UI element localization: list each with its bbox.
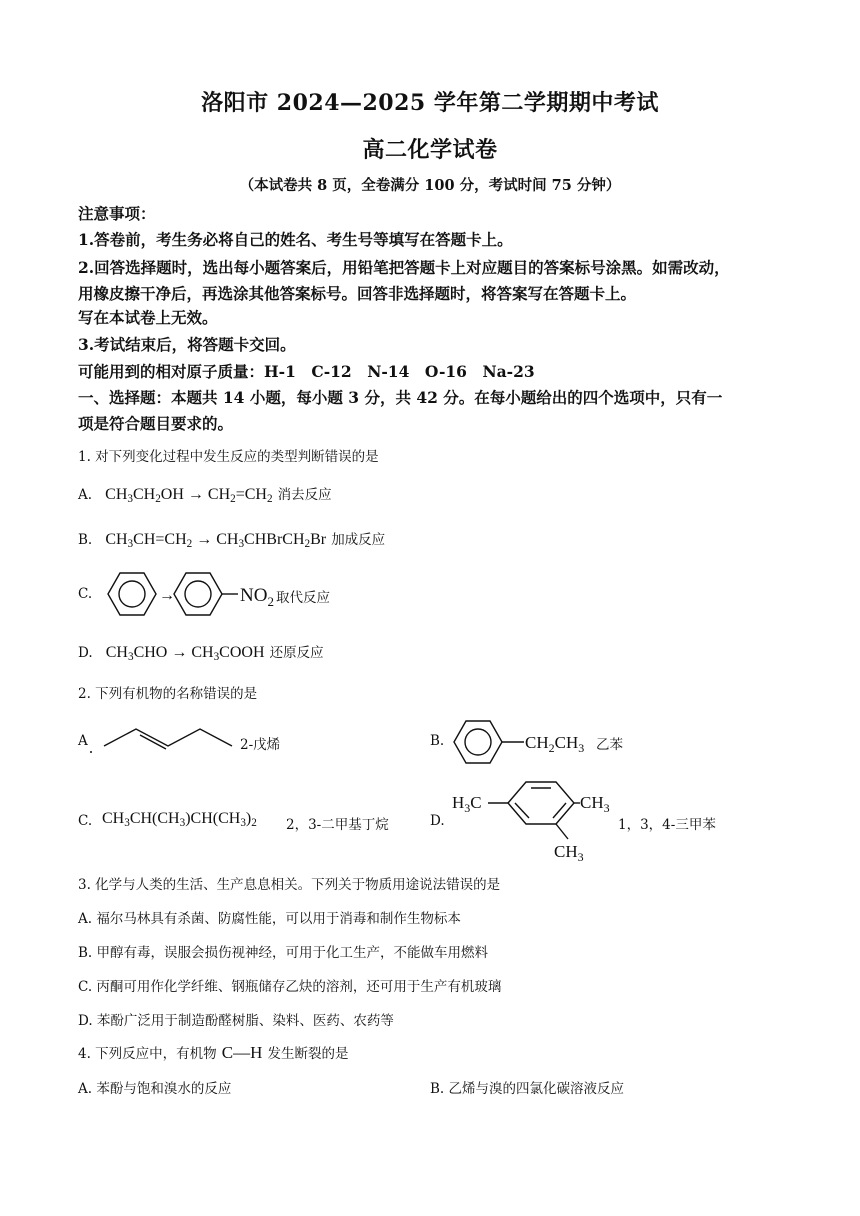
2-pentene-skeletal-structure [90,722,250,762]
q2-c-label: C. [78,813,93,829]
q1-a-type: 消去反应 [277,487,332,503]
notes-heading: 注意事项： [78,204,156,223]
svg-text:→: → [159,587,175,604]
q1-option-b [78,528,385,550]
note-item-3: 3.考试结束后，将答题卡交回。 [78,335,296,354]
q1-b-type: 加成反应 [331,532,386,548]
q4-stem-part2: 发生断裂的是 [267,1046,349,1062]
q1-option-d [78,641,324,663]
ethylbenzene-structure [450,712,610,772]
q1-c-type: 取代反应 [276,590,330,606]
note-item-2c: 写在本试卷上无效。 [78,308,218,327]
page-title: 洛阳市 2024—2025 学年第二学期期中考试 [201,90,659,116]
svg-text:NO2: $NO_2$ [240,585,274,609]
q3-option-b: B. 甲醇有毒，误服会损伤视神经，可用于化工生产，不能做车用燃料 [78,945,489,961]
section1-heading-a: 一、选择题：本题共 14 小题，每小题 3 分，共 42 分。在每小题给出的四个选项中，只有一 [78,388,723,407]
q2-c-name: 2，3-二甲基丁烷 [286,817,389,833]
note-item-2a: 2.回答选择题时，选出每小题答案后，用铅笔把答题卡上对应题目的答案标号涂黑。如需改动， [78,258,730,277]
q1-c-label: C. [78,586,93,602]
svg-text:CH3: $CH_3$ [554,842,584,864]
q2-b-label: B. [430,733,445,749]
atomic-masses: 可能用到的相对原子质量：H-1 C-12 N-14 O-16 Na-23 [78,362,535,381]
q2-d-name: 1，3，4-三甲苯 [618,817,716,833]
q3-stem: 3. 化学与人类的生活、生产息息相关。下列关于物质用途说法错误的是 [78,877,501,893]
q1-a-formula: $CH_3CH_2OH \to CH_2=CH_2$ [105,486,273,505]
q1-stem: 1. 对下列变化过程中发生反应的类型判断错误的是 [78,449,379,465]
q3-option-c: C. 丙酮可用作化学纤维、钢瓶储存乙炔的溶剂，还可用于生产有机玻璃 [78,979,502,995]
q2-b-name: 乙苯 [596,737,623,753]
svg-text:CH2CH3: $CH_2CH_3$ [525,733,585,755]
svg-text:H3C: $H_3C$ [452,793,482,815]
q1-option-a [78,483,332,505]
q1-b-label: B. [78,532,93,548]
q2-c-formula: $CH_3CH(CH_3)CH(CH_3)_2$ [102,810,257,829]
q2-a-name: 2-戊烯 [240,737,281,753]
q2-stem: 2. 下列有机物的名称错误的是 [78,686,258,702]
exam-info: （本试卷共 8 页，全卷满分 100 分，考试时间 75 分钟） [239,177,621,194]
note-item-2b: 用橡皮擦干净后，再选涂其他答案标号。回答非选择题时，将答案写在答题卡上。 [78,284,637,303]
q1-d-type: 还原反应 [269,645,324,661]
trimethylbenzene-structure [452,775,622,865]
q1-a-label: A. [78,487,93,503]
page-subtitle: 高二化学试卷 [362,137,498,163]
q3-option-d: D. 苯酚广泛用于制造酚醛树脂、染料、医药、农药等 [78,1013,394,1029]
q4-option-b: B. 乙烯与溴的四氯化碳溶液反应 [430,1081,625,1097]
q1-b-formula: $CH_3CH=CH_2$ → $CH_3CHBrCH_2Br$ [105,531,327,550]
svg-text:CH3: $CH_3$ [580,793,610,815]
q3-option-a: A. 福尔马林具有杀菌、防腐性能，可以用于消毒和制作生物标本 [78,911,461,927]
note-item-1: 1.答卷前，考生务必将自己的姓名、考生号等填写在答题卡上。 [78,230,513,249]
q2-d-label: D. [430,813,445,829]
q4-bond-formula: C—H [221,1043,263,1062]
section1-heading-b: 项是符合题目要求的。 [78,414,234,433]
q1-d-label: D. [78,645,93,661]
q4-stem [78,1042,348,1063]
q4-stem-part1: 4. 下列反应中，有机物 [78,1046,217,1062]
q1-d-formula: $CH_3CHO$ → $CH_3COOH$ [105,644,265,663]
q4-option-a: A. 苯酚与饱和溴水的反应 [78,1081,232,1097]
q2-a-label: A [78,733,88,749]
